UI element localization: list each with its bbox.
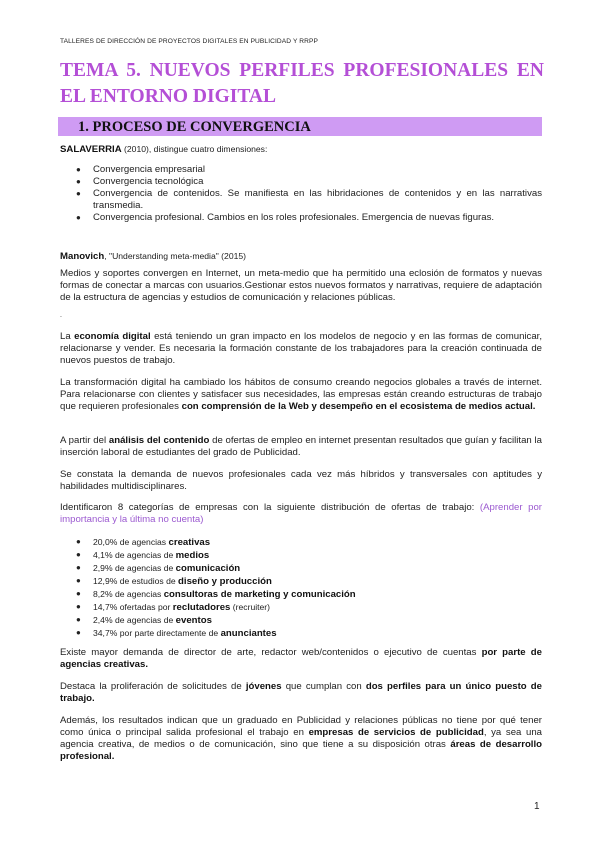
paragraph-categorias: Identificaron 8 categorías de empresas con la siguiente distribución de ofertas de trabajo: (Aprender por importancia y la última no cuenta) <box>60 502 542 525</box>
paragraph-economia: La economía digital está teniendo un gran impacto en los modelos de negocio y en las formas de comunicar, relacionarse y vender. Es necesaria la formación constante de los trabajadores para la creación continuada de nuevos puestos de trabajo. <box>60 331 542 366</box>
paragraph-ademas: Además, los resultados indican que un graduado en Publicidad y relaciones públicas no tiene por qué tener como única o principal salida profesional el trabajo en empresas de servicios de publicidad, ya sea una agencia creativa, de medios o de comunicación, sino que tiene a su disposición otras áreas de desarrollo profesional. <box>60 715 542 762</box>
bullet-icon: ● <box>76 563 81 572</box>
manovich-rest: , "Understanding meta-media" (2015) <box>104 251 247 261</box>
list-item: ● Convergencia empresarial <box>76 164 205 175</box>
section-heading: 1. PROCESO DE CONVERGENCIA <box>78 119 311 135</box>
list-item: ● 8,2% de agencias consultoras de marketing y comunicación <box>76 589 356 600</box>
bullet-icon: ● <box>76 213 81 222</box>
salaverria-intro <box>60 143 542 156</box>
author-salaverria: SALAVERRIA <box>60 144 122 155</box>
author-manovich: Manovich <box>60 251 105 262</box>
bullet-icon: ● <box>76 615 81 624</box>
study-note: (Aprender por importancia y la última no cuenta) <box>60 502 542 525</box>
page-title: TEMA 5. NUEVOS PERFILES PROFESIONALES EN EL ENTORNO DIGITAL <box>60 60 544 107</box>
paragraph-destaca: Destaca la proliferación de solicitudes de jóvenes que cumplan con dos perfiles para un único puesto de trabajo. <box>60 681 542 704</box>
paragraph-analisis: A partir del análisis del contenido de ofertas de empleo en internet presentan resultados que guían y facilitan la inserción laboral de estudiantes del grado de Publicidad. <box>60 435 542 458</box>
list-item: ● 34,7% por parte directamente de anunciantes <box>76 628 277 639</box>
list-item: ● 4,1% de agencias de medios <box>76 550 210 561</box>
paragraph-medios: Medios y soportes convergen en Internet, un meta-medio que ha permitido una eclosión de formatos y nuevas formas de conectar a marcas con usuarios.Gestionar estos nuevos formatos y narrativas, requiere de adaptación de la estructura de agencias y estudios de comunicación y relaciones públicas. <box>60 268 542 303</box>
list-item: ● Convergencia tecnológica <box>76 176 204 187</box>
bullet-icon: ● <box>76 550 81 559</box>
bullet-icon: ● <box>76 165 81 174</box>
list-item: ● 12,9% de estudios de diseño y producción <box>76 576 272 587</box>
list-item: ● 2,4% de agencias de eventos <box>76 615 212 626</box>
dimensions-list <box>60 164 542 224</box>
stats-list <box>60 536 542 640</box>
list-item: ● Convergencia de contenidos. Se manifiesta en las hibridaciones de contenidos y en las narrativas transmedia. <box>76 188 542 211</box>
salaverria-rest: (2010), distingue cuatro dimensiones: <box>121 144 268 154</box>
bullet-icon: ● <box>76 537 81 546</box>
bullet-icon: ● <box>76 602 81 611</box>
page-number: 1 <box>534 801 540 812</box>
running-header: TALLERES DE DIRECCIÓN DE PROYECTOS DIGITALES EN PUBLICIDAD Y RRPP <box>60 38 318 45</box>
manovich-reference <box>60 250 542 263</box>
bullet-icon: ● <box>76 189 81 198</box>
list-item: ● 2,9% de agencias de comunicación <box>76 563 241 574</box>
bullet-icon: ● <box>76 628 81 637</box>
paragraph-demanda: Se constata la demanda de nuevos profesionales cada vez más híbridos y transversales con aptitudes y habilidades multidisciplinares. <box>60 469 542 492</box>
paragraph-mayor-demanda: Existe mayor demanda de director de arte, redactor web/contenidos o ejecutivo de cuentas por parte de agencias creativas. <box>60 647 542 670</box>
list-item: ● 20,0% de agencias creativas <box>76 537 211 548</box>
list-item: ● Convergencia profesional. Cambios en los roles profesionales. Emergencia de nuevas figuras. <box>76 212 495 223</box>
separator-dot: . <box>60 312 62 319</box>
bullet-icon: ● <box>76 576 81 585</box>
bullet-icon: ● <box>76 589 81 598</box>
list-item: ● 14,7% ofertadas por reclutadores (recruiter) <box>76 602 271 613</box>
bullet-icon: ● <box>76 177 81 186</box>
paragraph-transformacion: La transformación digital ha cambiado los hábitos de consumo creando negocios globales a través de internet. Para relacionarse con clientes y satisfacer sus necesidades, las empresas están creando estructuras de trabajo que requieren profesionales con comprensión de la Web y desempeño en el ecosistema de medios actual. <box>60 377 542 412</box>
